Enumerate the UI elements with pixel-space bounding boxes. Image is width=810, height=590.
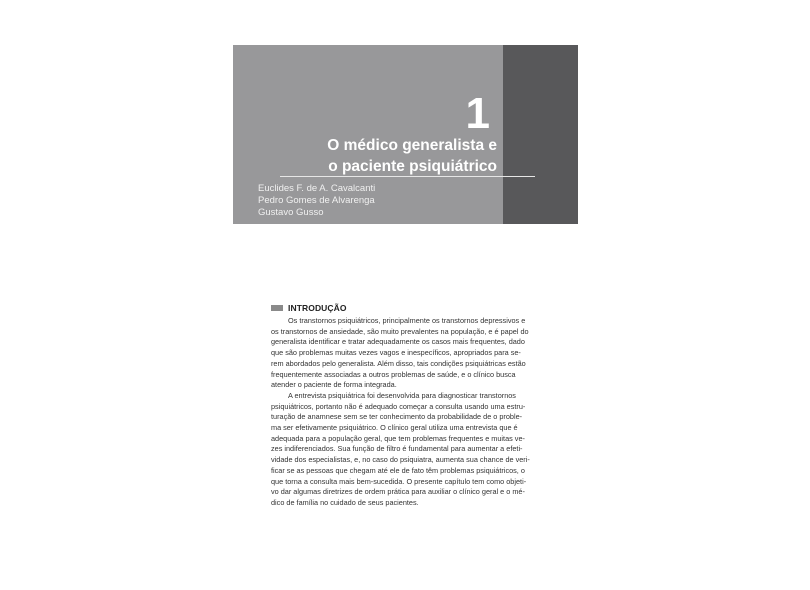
body-line: dico de família no cuidado de seus pacientes. [271, 497, 419, 507]
body-line: adequada para a população geral, que tem problemas frequentes e muitas ve- [271, 433, 525, 443]
body-line: generalista identificar e tratar adequadamente os casos mais frequentes, dado [271, 337, 525, 347]
section-title: INTRODUÇÃO [288, 303, 347, 313]
body-line: ma ser efetivamente psiquiátrico. O clínico geral utiliza uma entrevista que é [271, 423, 518, 433]
chapter-title-line: o paciente psiquiátrico [328, 158, 497, 175]
chapter-title-line: O médico generalista e [327, 137, 497, 154]
body-line: A entrevista psiquiátrica foi desenvolvida para diagnosticar transtornos [288, 390, 516, 400]
body-text [271, 316, 539, 509]
chapter-header-side-block [503, 45, 578, 224]
body-line: que são problemas muitas vezes vagos e inespecíficos, apropriados para se- [271, 348, 521, 358]
section-heading [271, 303, 347, 313]
author-name: Pedro Gomes de Alvarenga [258, 195, 375, 206]
body-line: que torna a consulta mais bem-sucedida. O presente capítulo tem como objeti- [271, 476, 527, 486]
title-divider [280, 176, 535, 177]
body-line: zes indiferenciados. Sua função de filtro é fundamental para aumentar a efeti- [271, 444, 523, 454]
chapter-title [327, 135, 497, 177]
body-line: Os transtornos psiquiátricos, principalmente os transtornos depressivos e [288, 316, 526, 325]
body-line: psiquiátricos, portanto não é adequado começar a consulta usando uma estru- [271, 401, 526, 411]
chapter-number: 1 [465, 89, 490, 138]
body-line: rem abordados pelo generalista. Além disso, tais condições psiquiátricas estão [271, 358, 526, 368]
body-line: vo dar algumas diretrizes de ordem prática para auxiliar o clínico geral e o mé- [271, 487, 525, 497]
body-line: atender o paciente de forma integrada. [271, 380, 397, 390]
body-line: vidade dos especialistas, e, no caso do psiquiatra, aumenta sua chance de veri- [271, 455, 530, 465]
body-line: os transtornos de ansiedade, são muito prevalentes na população, e é papel do [271, 326, 529, 336]
body-line: turação de anamnese sem se ter conhecimento da probabilidade de o proble- [271, 412, 523, 422]
body-line: ficar se as pessoas que chegam até ele de fato têm problemas psiquiátricos, o [271, 465, 525, 475]
body-line: frequentemente associadas a outros problemas de saúde, e o clínico busca [271, 369, 516, 379]
author-name: Euclides F. de A. Cavalcanti [258, 183, 376, 194]
author-list [258, 183, 375, 219]
section-marker-bar [271, 305, 283, 311]
author-name: Gustavo Gusso [258, 207, 324, 218]
